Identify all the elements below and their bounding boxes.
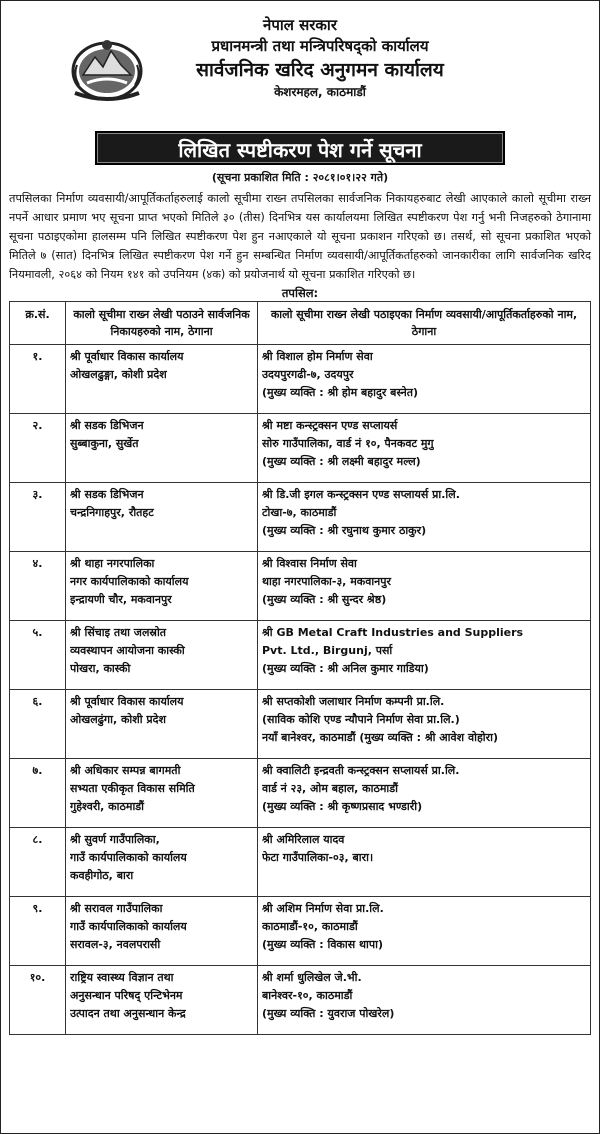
row-firm [258, 759, 591, 828]
firm-line: (मुख्य व्यक्ति : विकास थापा) [262, 938, 383, 951]
firm-line: (साविक कोशि एण्ड न्यौपाने निर्माण सेवा प्रा.लि.) [262, 713, 460, 726]
agency-line: गुहेश्वरी, काठमाडौं [70, 800, 145, 813]
firm-line: काठमाडौं-१०, काठमाडौं [262, 920, 358, 933]
firm-line: श्री सप्तकोशी जलाधार निर्माण कम्पनी प्रा.लि. [262, 695, 445, 708]
table-row [10, 552, 591, 621]
header-serial: क्र.सं. [10, 302, 66, 345]
blacklist-table [9, 301, 591, 1035]
table-row [10, 621, 591, 690]
row-firm [258, 690, 591, 759]
firm-line: श्री अमिरिलाल यादव [262, 833, 345, 846]
firm-line: श्री विश्वास निर्माण सेवा [262, 557, 357, 570]
row-agency [66, 759, 258, 828]
firm-line: श्री विशाल होम निर्माण सेवा [262, 350, 373, 363]
row-serial: ४. [10, 552, 66, 621]
table-row [10, 414, 591, 483]
firm-line: श्री क्वालिटी इन्द्रवती कन्स्ट्रक्सन सप्लायर्स प्रा.लि. [262, 764, 460, 777]
agency-line: सरावल-३, नवलपरासी [70, 938, 161, 951]
row-agency [66, 345, 258, 414]
row-firm [258, 897, 591, 966]
firm-line: (मुख्य व्यक्ति : श्री होम बहादुर बस्नेत) [262, 386, 419, 399]
row-serial: ७. [10, 759, 66, 828]
row-firm [258, 552, 591, 621]
firm-line: वार्ड नं २३, ओम बहाल, काठमाडौं [262, 782, 399, 795]
agency-line: व्यवस्थापन आयोजना कास्की [70, 644, 185, 657]
row-firm [258, 966, 591, 1035]
agency-line: अनुसन्धान परिषद् एन्टिभेनम [70, 989, 183, 1002]
list-title: तपसिल: [281, 286, 319, 300]
row-serial: ९. [10, 897, 66, 966]
firm-line: (मुख्य व्यक्ति : श्री सुन्दर श्रेष्ठ) [262, 593, 387, 606]
agency-line: श्री सिंचाइ तथा जलस्रोत [70, 626, 167, 639]
row-agency [66, 828, 258, 897]
header-firm: कालो सूचीमा राख्न लेखी पठाइएका निर्माण व्यवसायी/आपूर्तिकर्ताहरुको नाम, ठेगाना [258, 302, 591, 345]
table-row [10, 483, 591, 552]
row-serial: २. [10, 414, 66, 483]
agency-line: श्री सडक डिभिजन [70, 419, 144, 432]
row-serial: ८. [10, 828, 66, 897]
row-agency [66, 621, 258, 690]
published-date: (सूचना प्रकाशित मिति : २०८१।०१।२२ गते) [211, 171, 389, 184]
table-header-row [10, 302, 591, 345]
agency-line: सुब्बाकुना, सुर्खेत [70, 437, 139, 450]
agency-line: चन्द्रनिगाहपुर, रौतहट [70, 506, 154, 519]
firm-line: श्री शर्मा धुलिखेल जे.भी. [262, 971, 362, 984]
agency-line: श्री सुवर्ण गाउँपालिका, [70, 833, 160, 846]
agency-line: उत्पादन तथा अनुसन्धान केन्द्र [70, 1007, 186, 1020]
firm-line: नयाँ बानेश्वर, काठमाडौं (मुख्य व्यक्ति : श्री आवेश वोहोरा) [262, 731, 499, 744]
row-firm [258, 828, 591, 897]
agency-line: श्री सडक डिभिजन [70, 488, 144, 501]
agency-line: श्री पूर्वाधार विकास कार्यालय [70, 350, 184, 363]
letterhead [9, 15, 591, 127]
firm-line: श्री GB Metal Craft Industries and Suppliers [262, 626, 524, 639]
agency-name: सार्वजनिक खरिद अनुगमन कार्यालय [196, 59, 444, 81]
agency-address: केशरमहल, काठमाडौं [274, 85, 366, 99]
firm-line: बानेश्वर-१०, काठमाडौं [262, 989, 353, 1002]
row-agency [66, 414, 258, 483]
agency-line: इन्द्रायणी चौर, मकवानपुर [70, 593, 172, 606]
firm-line: (मुख्य व्यक्ति : श्री रघुनाथ कुमार ठाकुर) [262, 524, 427, 537]
firm-line: श्री अशिम निर्माण सेवा प्रा.लि. [262, 902, 384, 915]
row-firm [258, 621, 591, 690]
row-agency [66, 690, 258, 759]
agency-line: श्री अधिकार सम्पन्न बागमती [70, 764, 181, 777]
agency-line: पोखरा, कास्की [70, 662, 131, 675]
government-name: नेपाल सरकार [263, 16, 337, 34]
agency-line: ओखलढुङ्गा, कोशी प्रदेश [70, 368, 167, 381]
row-serial: ३. [10, 483, 66, 552]
agency-line: श्री सरावल गाउँपालिका [70, 902, 163, 915]
agency-line: सभ्यता एकीकृत विकास समिति [70, 782, 195, 795]
firm-line: उदयपुरगढी-७, उदयपुर [262, 368, 354, 381]
row-serial: ५. [10, 621, 66, 690]
table-row [10, 759, 591, 828]
agency-line: गाउँ कार्यपालिकाको कार्यालय [70, 920, 187, 933]
nepal-emblem-icon [69, 35, 145, 103]
firm-line: Pvt. Ltd., Birgunj, पर्सा [262, 644, 393, 657]
row-serial: ६. [10, 690, 66, 759]
row-serial: १०. [10, 966, 66, 1035]
row-agency [66, 483, 258, 552]
firm-line: (मुख्य व्यक्ति : श्री अनिल कुमार गाडिया) [262, 662, 429, 675]
firm-line: श्री मष्टा कन्स्ट्रक्सन एण्ड सप्लायर्स [262, 419, 398, 432]
firm-line: थाहा नगरपालिका-३, मकवानपुर [262, 575, 392, 588]
agency-line: श्री पूर्वाधार विकास कार्यालय [70, 695, 184, 708]
notice-body: तपसिलका निर्माण व्यवसायी/आपूर्तिकर्ताहरुलाई कालो सूचीमा राख्न तपसिलका सार्वजनिक निकायहरुबाट लेखी आएकाले कालो सूचीमा राख्न नपर्ने आधार प्रमाण भए सूचना प्राप्त भएको मितिले ३० (तीस) दिनभित्र यस कार्यालयमा लिखित स्पष्टीकरण पेश गर्नु भनी निजहरुको ठेगानामा सूचना पठाइएकोमा हालसम्म पनि लिखित स्पष्टीकरण पेश हुन नआएकाले यो सूचना प्रकाशन गरिएको छ। तसर्थ, सो सूचना प्रकाशित भएको मितिले ७ (सात) दिनभित्र लिखित स्पष्टीकरण पेश गर्ने हुन सम्बन्धित निर्माण व्यवसायी/आपूर्तिकर्ताहरुको जानकारीका लागि सार्वजनिक खरिद नियमावली, २०६४ को नियम १४१ को उपनियम (४क) को प्रयोजनार्थ यो सूचना प्रकाशित गरिएको छ। [9, 192, 591, 281]
firm-line: (मुख्य व्यक्ति : श्री कृष्णप्रसाद भण्डारी) [262, 800, 423, 813]
table-row [10, 690, 591, 759]
firm-line: फेटा गाउँपालिका-०३, बारा। [262, 851, 374, 864]
firm-line: (मुख्य व्यक्ति : युवराज पोखरेल) [262, 1007, 395, 1020]
row-firm [258, 414, 591, 483]
agency-line: ओखलढुंगा, कोशी प्रदेश [70, 713, 166, 726]
row-firm [258, 483, 591, 552]
agency-line: कवहीगोठ, बारा [70, 869, 134, 882]
firm-line: टोखा-७, काठमाडौं [262, 506, 337, 519]
agency-line: नगर कार्यपालिकाको कार्यालय [70, 575, 189, 588]
table-row [10, 828, 591, 897]
table-row [10, 966, 591, 1035]
firm-line: श्री डि.जी इगल कन्स्ट्रक्सन एण्ड सप्लायर्स प्रा.लि. [262, 488, 460, 501]
row-agency [66, 552, 258, 621]
table-row [10, 897, 591, 966]
row-agency [66, 966, 258, 1035]
notice-title: लिखित स्पष्टीकरण पेश गर्ने सूचना [95, 131, 505, 165]
firm-line: सोरु गाउँपालिका, वार्ड नं १०, पैनकवट मुगु [262, 437, 434, 450]
agency-line: श्री थाहा नगरपालिका [70, 557, 155, 570]
firm-line: (मुख्य व्यक्ति : श्री लक्ष्मी बहादुर मल्ल) [262, 455, 421, 468]
header-agency: कालो सूचीमा राख्न लेखी पठाउने सार्वजनिक निकायहरुको नाम, ठेगाना [66, 302, 258, 345]
office-name: प्रधानमन्त्री तथा मन्त्रिपरिषद्को कार्यालय [211, 37, 429, 55]
agency-line: राष्ट्रिय स्वास्थ्य विज्ञान तथा [70, 971, 174, 984]
firm-line [262, 867, 586, 885]
row-agency [66, 897, 258, 966]
table-row [10, 345, 591, 414]
row-firm [258, 345, 591, 414]
row-serial: १. [10, 345, 66, 414]
agency-line: गाउँ कार्यपालिकाको कार्यालय [70, 851, 187, 864]
